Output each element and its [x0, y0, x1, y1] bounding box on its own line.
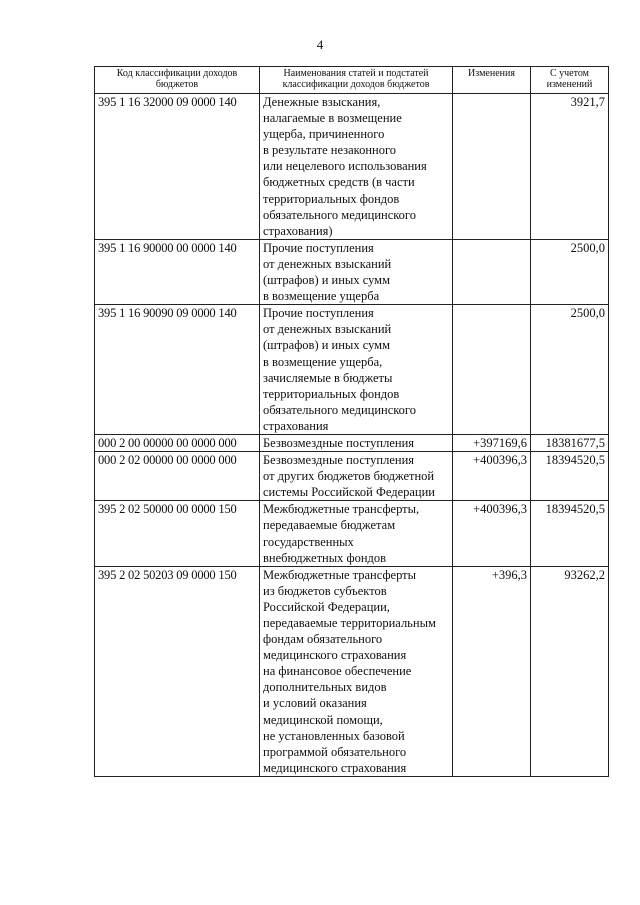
row-name-line: Межбюджетные трансферты,: [263, 502, 420, 517]
row-name: [260, 305, 453, 435]
row-total: 2500,0: [531, 239, 609, 304]
row-name-line: территориальных фондов: [263, 191, 400, 206]
row-name-line: от денежных взысканий: [263, 322, 392, 337]
row-change: [453, 94, 531, 240]
row-name-line: Прочие поступления: [263, 306, 374, 321]
row-name-line: Межбюджетные трансферты: [263, 567, 417, 582]
row-name-line: не установленных базовой: [263, 728, 405, 743]
row-name: [260, 501, 453, 566]
row-name-line: Российской Федерации,: [263, 599, 390, 614]
header-change: Изменения: [453, 67, 531, 94]
row-total: 93262,2: [531, 566, 609, 776]
row-name-line: передаваемые территориальным: [263, 616, 436, 630]
row-name-line: в результате незаконного: [263, 143, 397, 158]
row-name-line: дополнительных видов: [263, 680, 387, 695]
table-row: [95, 501, 609, 566]
header-name: Наименования статей и подстатей классификации доходов бюджетов: [260, 67, 453, 94]
row-name-line: (штрафов) и иных сумм: [263, 338, 390, 353]
table-row: [95, 305, 609, 435]
row-change: [453, 239, 531, 304]
row-name-line: из бюджетов субъектов: [263, 583, 387, 598]
row-name-line: (штрафов) и иных сумм: [263, 273, 390, 288]
row-name-line: и условий оказания: [263, 696, 367, 711]
row-name: [260, 239, 453, 304]
page-number: 4: [316, 37, 324, 52]
table-row: [95, 566, 609, 776]
row-name-line: государственных: [263, 534, 354, 549]
row-name-line: ущерба, причиненного: [263, 127, 385, 142]
row-name-line: программой обязательного: [263, 744, 407, 759]
row-total: 18394520,5: [531, 501, 609, 566]
table-header-row: [95, 67, 609, 94]
row-name-line: медицинского страхования: [263, 760, 407, 775]
row-code: 000 2 00 00000 00 0000 000: [95, 434, 260, 451]
row-name-line: от других бюджетов бюджетной: [263, 469, 435, 484]
row-change: +396,3: [453, 566, 531, 776]
row-name-line: налагаемые в возмещение: [263, 111, 402, 126]
row-code: 395 1 16 90000 00 0000 140: [95, 239, 260, 304]
row-name-line: внебюджетных фондов: [263, 550, 387, 565]
row-name-line: системы Российской Федерации: [263, 485, 435, 500]
row-name-line: на финансовое обеспечение: [263, 664, 412, 679]
revenue-classification-table: [94, 66, 609, 777]
header-total: С учетом изменений: [531, 67, 609, 94]
row-name-line: Прочие поступления: [263, 240, 374, 255]
table-row: [95, 434, 609, 451]
row-name: [260, 434, 453, 451]
row-name-line: фондам обязательного: [263, 632, 383, 647]
row-code: 000 2 02 00000 00 0000 000: [95, 452, 260, 501]
row-name-line: медицинского страхования: [263, 648, 407, 663]
row-name-line: в возмещение ущерба: [263, 289, 380, 304]
row-code: 395 2 02 50203 09 0000 150: [95, 566, 260, 776]
row-total: 18394520,5: [531, 452, 609, 501]
row-name-line: Денежные взыскания,: [263, 95, 381, 109]
row-change: +400396,3: [453, 501, 531, 566]
table-row: [95, 239, 609, 304]
row-code: 395 2 02 50000 00 0000 150: [95, 501, 260, 566]
row-change: +400396,3: [453, 452, 531, 501]
table-row: [95, 452, 609, 501]
row-name-line: в возмещение ущерба,: [263, 354, 383, 369]
row-name: [260, 452, 453, 501]
row-name-line: территориальных фондов: [263, 386, 400, 401]
row-name: [260, 566, 453, 776]
row-name-line: страхования): [263, 223, 333, 238]
row-name-line: обязательного медицинского: [263, 402, 417, 417]
row-name-line: медицинской помощи,: [263, 712, 383, 727]
row-name-line: обязательного медицинского: [263, 207, 417, 222]
row-name-line: Безвозмездные поступления: [263, 435, 415, 450]
row-name-line: бюджетных средств (в части: [263, 175, 415, 190]
row-name-line: от денежных взысканий: [263, 256, 392, 271]
header-code: Код классификации доходов бюджетов: [95, 67, 260, 94]
row-name-line: передаваемые бюджетам: [263, 518, 396, 533]
row-code: 395 1 16 32000 09 0000 140: [95, 94, 260, 240]
row-name-line: зачисляемые в бюджеты: [263, 370, 393, 385]
row-name-line: или нецелевого использования: [263, 159, 427, 174]
row-name: [260, 94, 453, 240]
row-name-line: страхования: [263, 418, 329, 433]
row-total: 18381677,5: [531, 434, 609, 451]
row-name-line: Безвозмездные поступления: [263, 453, 415, 468]
row-code: 395 1 16 90090 09 0000 140: [95, 305, 260, 435]
row-change: +397169,6: [453, 434, 531, 451]
row-total: 2500,0: [531, 305, 609, 435]
row-change: [453, 305, 531, 435]
table-row: [95, 94, 609, 240]
row-total: 3921,7: [531, 94, 609, 240]
